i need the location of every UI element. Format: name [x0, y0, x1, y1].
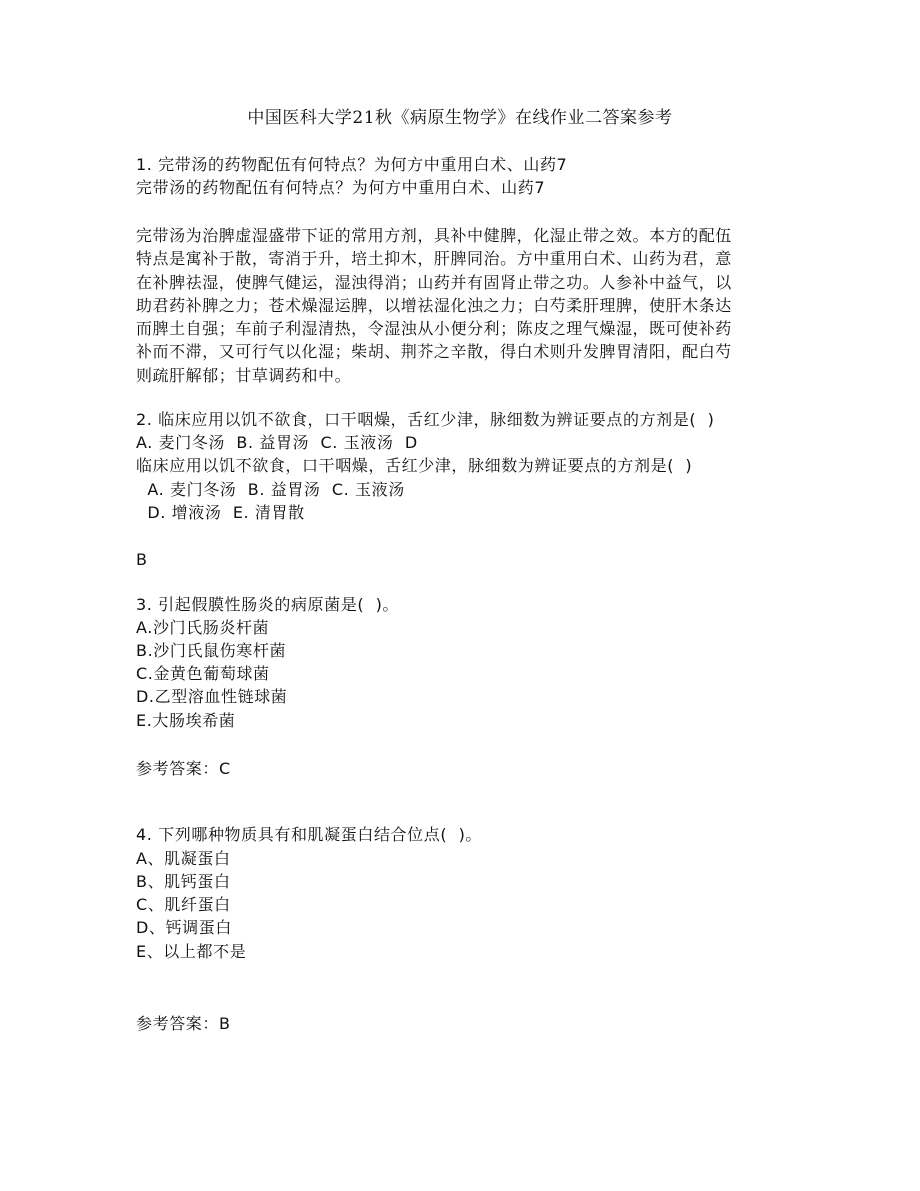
q4-option-a: A、肌凝蛋白 [136, 849, 231, 868]
q3-answer: 参考答案：C [136, 759, 231, 778]
q2-stem: 2. 临床应用以饥不欲食，口干咽燥，舌红少津，脉细数为辨证要点的方剂是( ) [136, 410, 715, 429]
q4-stem: 4. 下列哪种物质具有和肌凝蛋白结合位点( )。 [136, 825, 483, 844]
q3-option-a: A.沙门氏肠炎杆菌 [136, 618, 270, 637]
q4-option-c: C、肌纤蛋白 [136, 895, 231, 914]
q2-repeat: 临床应用以饥不欲食，口干咽燥，舌红少津，脉细数为辨证要点的方剂是( ) [136, 456, 693, 475]
q4-option-d: D、钙调蛋白 [136, 918, 232, 937]
q3-option-b: B.沙门氏鼠伤寒杆菌 [136, 641, 287, 660]
q1-answer-line: 补而不滞，又可行气以化湿；柴胡、荆芥之辛散，得白术则升发脾胃清阳，配白芍 [136, 342, 732, 362]
q4-option-b: B、肌钙蛋白 [136, 872, 231, 891]
document-title: 中国医科大学21秋《病原生物学》在线作业二答案参考 [247, 108, 673, 128]
q1-answer-line: 在补脾祛湿，使脾气健运，湿浊得消；山药并有固肾止带之功。人参补中益气，以 [136, 272, 732, 292]
q3-option-c: C.金黄色葡萄球菌 [136, 664, 270, 683]
q1-answer-line: 特点是寓补于散，寄消于升，培土抑木，肝脾同治。方中重用白术、山药为君，意 [136, 249, 732, 269]
q4-answer: 参考答案：B [136, 1014, 231, 1033]
q2-options-inline: A. 麦门冬汤 B. 益胃汤 C. 玉液汤 D [136, 433, 418, 452]
q1-answer-line: 完带汤为治脾虚湿盛带下证的常用方剂，具补中健脾，化湿止带之效。本方的配伍 [136, 226, 732, 245]
q3-stem: 3. 引起假膜性肠炎的病原菌是( )。 [136, 595, 400, 614]
q1-answer-line: 则疏肝解郁；甘草调药和中。 [136, 365, 352, 385]
q1-answer-line: 助君药补脾之力；苍术燥湿运脾，以增祛湿化浊之力；白芍柔肝理脾，使肝木条达 [136, 295, 732, 315]
q3-option-d: D.乙型溶血性链球菌 [136, 687, 288, 706]
q2-options-line: A. 麦门冬汤 B. 益胃汤 C. 玉液汤 [136, 480, 405, 499]
q1-answer [136, 224, 788, 387]
q1-stem: 1. 完带汤的药物配伍有何特点？为何方中重用白术、山药7 [136, 155, 568, 174]
q4-option-e: E、以上都不是 [136, 942, 247, 961]
q1-answer-line: 而脾土自强；车前子利湿清热，令湿浊从小便分利；陈皮之理气燥湿，既可使补药 [136, 319, 732, 339]
q3-option-e: E.大肠埃希菌 [136, 711, 236, 730]
q1-repeat: 完带汤的药物配伍有何特点？为何方中重用白术、山药7 [136, 178, 546, 197]
q2-answer: B [136, 550, 148, 569]
q2-options-line: D. 增液汤 E. 清胃散 [136, 503, 305, 522]
